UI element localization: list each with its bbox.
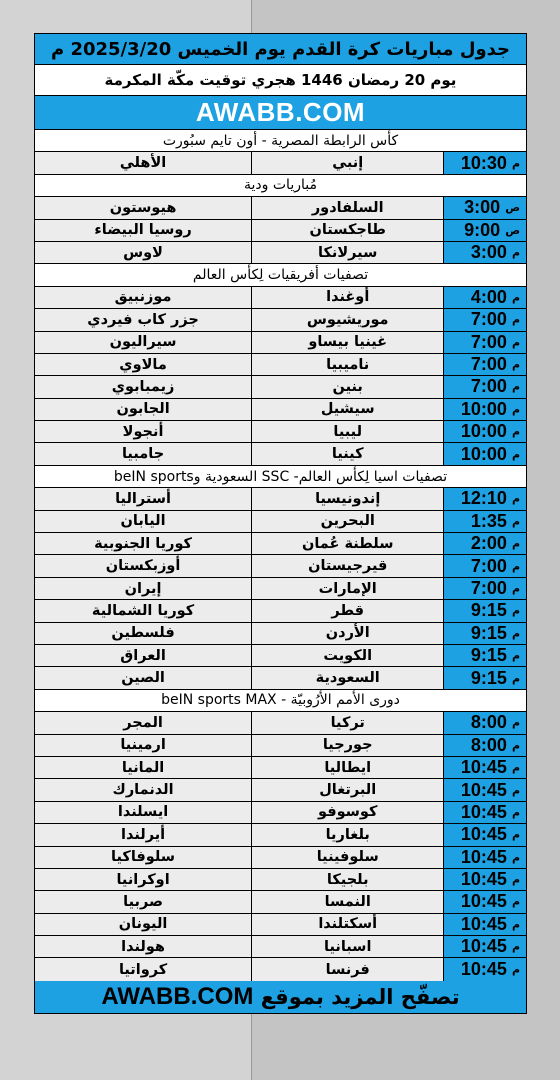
match-row (35, 735, 526, 757)
time-value: 10:45 (460, 824, 507, 845)
time-value: 9:15 (470, 645, 507, 666)
home-team: الكويت (252, 645, 444, 666)
match-row (35, 936, 526, 958)
away-team: ارمينيا (35, 735, 252, 756)
match-row (35, 779, 526, 801)
home-team: سلوفينيا (252, 847, 444, 868)
am-pm-marker: م (511, 358, 520, 372)
time-value: 4:00 (470, 286, 507, 307)
time-value: 10:45 (460, 869, 507, 890)
home-team: بنين (252, 376, 444, 397)
match-row (35, 712, 526, 734)
section-header (35, 466, 526, 488)
match-time (444, 645, 526, 666)
am-pm-marker: م (511, 537, 520, 551)
match-time (444, 376, 526, 397)
time-value: 1:35 (470, 510, 507, 531)
match-row (35, 555, 526, 577)
match-row (35, 914, 526, 936)
am-pm-marker: م (511, 335, 520, 349)
home-team: قيرجيستان (252, 555, 444, 576)
am-pm-marker: م (511, 380, 520, 394)
home-team: إندونيسيا (252, 488, 444, 509)
time-value: 10:00 (460, 443, 507, 464)
away-team: كوريا الشمالية (35, 600, 252, 621)
home-team: كينيا (252, 443, 444, 464)
time-value: 7:00 (470, 555, 507, 576)
home-team: أوغندا (252, 287, 444, 308)
away-team: اليابان (35, 511, 252, 532)
match-row (35, 488, 526, 510)
section-title: تصفيات أفريقيات لِكأس العالم (192, 267, 369, 284)
footer-site: AWABB.COM (101, 982, 254, 1010)
away-team: موزنبيق (35, 287, 252, 308)
site-banner (35, 96, 526, 130)
match-time (444, 220, 526, 241)
home-team: سيشيل (252, 399, 444, 420)
time-value: 10:45 (460, 936, 507, 957)
match-time (444, 914, 526, 935)
match-row (35, 533, 526, 555)
match-row (35, 376, 526, 398)
home-team: البحرين (252, 511, 444, 532)
time-value: 10:45 (460, 801, 507, 822)
home-team: جورجيا (252, 735, 444, 756)
match-row (35, 399, 526, 421)
section-header (35, 175, 526, 197)
section-title: كأس الرابطة المصرية - أون تايم سبُورت (162, 132, 399, 149)
away-team: الجابون (35, 399, 252, 420)
time-value: 10:45 (460, 891, 507, 912)
home-team: سيرلانكا (252, 242, 444, 263)
match-time (444, 936, 526, 957)
am-pm-marker: م (511, 246, 520, 260)
schedule-table (34, 33, 527, 1014)
away-team: جزر كاب فيردي (35, 309, 252, 330)
away-team: لاوس (35, 242, 252, 263)
away-team: الدنمارك (35, 779, 252, 800)
match-time (444, 600, 526, 621)
home-team: الإمارات (252, 578, 444, 599)
home-team: غينيا بيساو (252, 332, 444, 353)
away-team: أستراليا (35, 488, 252, 509)
time-value: 8:00 (470, 712, 507, 733)
footer-text-wrap (35, 981, 526, 1013)
match-row (35, 242, 526, 264)
away-team: هيوستون (35, 197, 252, 218)
away-team: المانيا (35, 757, 252, 778)
home-team: بلجيكا (252, 869, 444, 890)
am-pm-marker: م (511, 559, 520, 573)
am-pm-marker: م (511, 156, 520, 170)
am-pm-marker: م (511, 604, 520, 618)
home-team: طاجكستان (252, 220, 444, 241)
match-time (444, 488, 526, 509)
time-value: 7:00 (470, 376, 507, 397)
footer-text: تصفّح المزيد بموقع (260, 984, 460, 1009)
match-row (35, 287, 526, 309)
am-pm-marker: م (511, 626, 520, 640)
section-header (35, 690, 526, 712)
home-team: أسكتلندا (252, 914, 444, 935)
match-time (444, 287, 526, 308)
match-time (444, 847, 526, 868)
match-time (444, 869, 526, 890)
am-pm-marker: م (511, 761, 520, 775)
match-time (444, 533, 526, 554)
home-team: إنبي (252, 152, 444, 173)
am-pm-marker: ص (505, 223, 520, 237)
match-row (35, 152, 526, 174)
match-row (35, 891, 526, 913)
time-value: 3:00 (470, 242, 507, 263)
sections-container (35, 130, 526, 981)
match-time (444, 824, 526, 845)
home-team: اسبانيا (252, 936, 444, 957)
am-pm-marker: م (511, 850, 520, 864)
am-pm-marker: م (511, 649, 520, 663)
section-title: تصفيات اسيا لِكأس العالم- SSC السعودية وbeIN sports (113, 468, 448, 485)
section-title: دورى الأمم الأرُوبيّة - beIN sports MAX (161, 692, 400, 709)
am-pm-marker: م (511, 447, 520, 461)
home-team: قطر (252, 600, 444, 621)
away-team: سيراليون (35, 332, 252, 353)
match-row (35, 667, 526, 689)
am-pm-marker: م (511, 425, 520, 439)
match-time (444, 802, 526, 823)
away-team: أنجولا (35, 421, 252, 442)
match-row (35, 847, 526, 869)
time-value: 10:00 (460, 421, 507, 442)
match-time (444, 197, 526, 218)
away-team: زيمبابوي (35, 376, 252, 397)
match-time (444, 152, 526, 173)
match-row (35, 354, 526, 376)
match-time (444, 511, 526, 532)
match-time (444, 354, 526, 375)
am-pm-marker: م (511, 290, 520, 304)
away-team: المجر (35, 712, 252, 733)
time-value: 7:00 (470, 354, 507, 375)
site-name: AWABB.COM (195, 97, 366, 127)
home-team: تركيا (252, 712, 444, 733)
away-team: هولندا (35, 936, 252, 957)
footer-banner (35, 981, 526, 1013)
time-value: 3:00 (464, 197, 501, 218)
away-team: الأهلي (35, 152, 252, 173)
am-pm-marker: م (511, 917, 520, 931)
time-value: 10:00 (460, 398, 507, 419)
am-pm-marker: م (511, 514, 520, 528)
match-time (444, 735, 526, 756)
match-row (35, 443, 526, 465)
home-team: النمسا (252, 891, 444, 912)
section-header (35, 130, 526, 152)
home-team: فرنسا (252, 958, 444, 980)
match-row (35, 421, 526, 443)
time-value: 7:00 (470, 578, 507, 598)
home-team: السعودية (252, 667, 444, 688)
am-pm-marker: م (511, 828, 520, 842)
time-value: 12:10 (460, 488, 507, 509)
time-value: 10:30 (460, 152, 507, 173)
time-value: 2:00 (470, 533, 507, 554)
match-time (444, 779, 526, 800)
am-pm-marker: م (511, 895, 520, 909)
home-team: السلفادور (252, 197, 444, 218)
away-team: أوزبكستان (35, 555, 252, 576)
match-row (35, 600, 526, 622)
home-team: موريشيوس (252, 309, 444, 330)
away-team: اليونان (35, 914, 252, 935)
match-time (444, 578, 526, 599)
section-header (35, 264, 526, 286)
time-value: 9:00 (464, 219, 501, 240)
time-value: 10:45 (460, 959, 507, 980)
am-pm-marker: م (511, 492, 520, 506)
match-time (444, 421, 526, 442)
match-time (444, 958, 526, 980)
hijri-date: يوم 20 رمضان 1446 هجري توقيت مكّة المكرمة (104, 71, 457, 89)
time-value: 10:45 (460, 913, 507, 934)
time-value: 9:15 (470, 600, 507, 621)
am-pm-marker: م (511, 716, 520, 730)
subtitle-row (35, 65, 526, 96)
match-time (444, 332, 526, 353)
time-value: 9:15 (470, 622, 507, 643)
home-team: الأردن (252, 623, 444, 644)
match-time (444, 309, 526, 330)
title-row (35, 34, 526, 65)
match-time (444, 712, 526, 733)
match-time (444, 555, 526, 576)
home-team: ايطاليا (252, 757, 444, 778)
home-team: البرتغال (252, 779, 444, 800)
home-team: بلغاريا (252, 824, 444, 845)
match-row (35, 802, 526, 824)
match-row (35, 332, 526, 354)
match-row (35, 824, 526, 846)
away-team: إيران (35, 578, 252, 599)
home-team: ناميبيا (252, 354, 444, 375)
am-pm-marker: م (511, 783, 520, 797)
match-row (35, 309, 526, 331)
am-pm-marker: م (511, 671, 520, 685)
am-pm-marker: م (511, 805, 520, 819)
away-team: مالاوي (35, 354, 252, 375)
time-value: 10:45 (460, 757, 507, 778)
match-time (444, 623, 526, 644)
home-team: ليبيا (252, 421, 444, 442)
away-team: اوكرانيا (35, 869, 252, 890)
time-value: 7:00 (470, 331, 507, 352)
away-team: ايسلندا (35, 802, 252, 823)
away-team: صربيا (35, 891, 252, 912)
match-time (444, 757, 526, 778)
match-time (444, 443, 526, 464)
match-time (444, 891, 526, 912)
home-team: سلطنة عُمان (252, 533, 444, 554)
match-row (35, 511, 526, 533)
match-row (35, 869, 526, 891)
am-pm-marker: م (511, 313, 520, 327)
match-time (444, 667, 526, 688)
time-value: 7:00 (470, 309, 507, 330)
match-row (35, 220, 526, 242)
match-row (35, 578, 526, 600)
page-title: جدول مباريات كرة القدم يوم الخميس 2025/3/20 م (50, 38, 511, 60)
am-pm-marker: م (511, 940, 520, 954)
am-pm-marker: م (511, 738, 520, 752)
match-time (444, 242, 526, 263)
match-row (35, 757, 526, 779)
away-team: جامبيا (35, 443, 252, 464)
home-team: كوسوفو (252, 802, 444, 823)
away-team: أيرلندا (35, 824, 252, 845)
time-value: 10:45 (460, 846, 507, 867)
away-team: سلوفاكيا (35, 847, 252, 868)
away-team: الصين (35, 667, 252, 688)
time-value: 9:15 (470, 667, 507, 688)
match-row (35, 623, 526, 645)
away-team: كوريا الجنوبية (35, 533, 252, 554)
match-row (35, 645, 526, 667)
section-title: مُباريات ودية (244, 177, 317, 194)
away-team: العراق (35, 645, 252, 666)
match-time (444, 399, 526, 420)
away-team: كرواتيا (35, 958, 252, 980)
match-row (35, 197, 526, 219)
am-pm-marker: م (511, 963, 520, 977)
match-row (35, 958, 526, 980)
am-pm-marker: ص (505, 201, 520, 215)
time-value: 10:45 (460, 779, 507, 800)
time-value: 8:00 (470, 734, 507, 755)
am-pm-marker: م (511, 582, 520, 595)
am-pm-marker: م (511, 873, 520, 887)
away-team: فلسطين (35, 623, 252, 644)
away-team: روسيا البيضاء (35, 220, 252, 241)
am-pm-marker: م (511, 402, 520, 416)
